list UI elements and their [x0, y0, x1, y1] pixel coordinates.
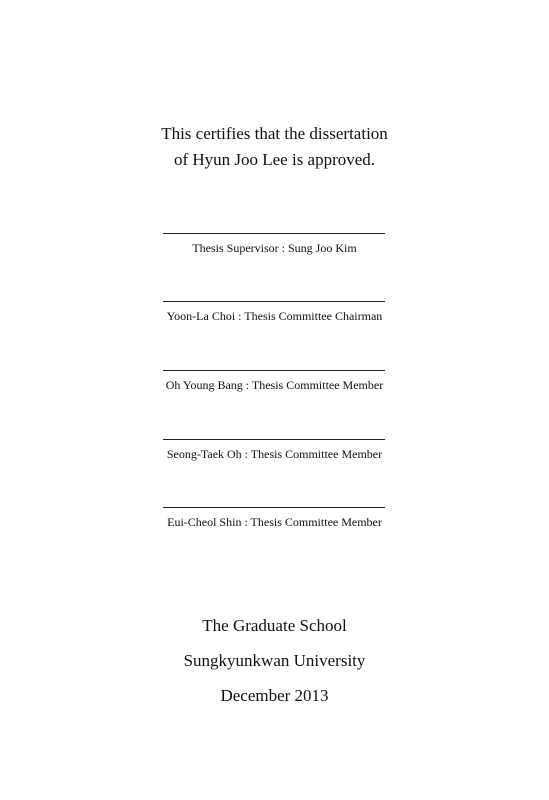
- signature-caption: Eui-Cheol Shin : Thesis Committee Member: [167, 515, 382, 529]
- graduate-school: The Graduate School: [202, 616, 347, 635]
- signature-block-chairman: [0, 301, 549, 341]
- signature-line: [163, 370, 385, 371]
- signature-line: [163, 507, 385, 508]
- signature-line: [163, 439, 385, 440]
- signature-line: [163, 301, 385, 302]
- signature-line: [163, 233, 385, 234]
- signature-block-member-1: [0, 370, 549, 410]
- signature-block-member-2: [0, 439, 549, 479]
- certification-line-2: of Hyun Joo Lee is approved.: [173, 150, 376, 169]
- signature-block-supervisor: [0, 233, 549, 273]
- university-name: Sungkyunkwan University: [183, 651, 366, 670]
- signature-block-member-3: [0, 507, 549, 547]
- signature-caption: Oh Young Bang : Thesis Committee Member: [165, 378, 384, 392]
- signature-caption: Yoon-La Choi : Thesis Committee Chairman: [166, 309, 383, 323]
- approval-date: December 2013: [220, 686, 329, 705]
- signature-caption: Thesis Supervisor : Sung Joo Kim: [192, 241, 357, 255]
- signature-caption: Seong-Taek Oh : Thesis Committee Member: [166, 447, 383, 461]
- certification-line-1: This certifies that the dissertation: [161, 124, 388, 143]
